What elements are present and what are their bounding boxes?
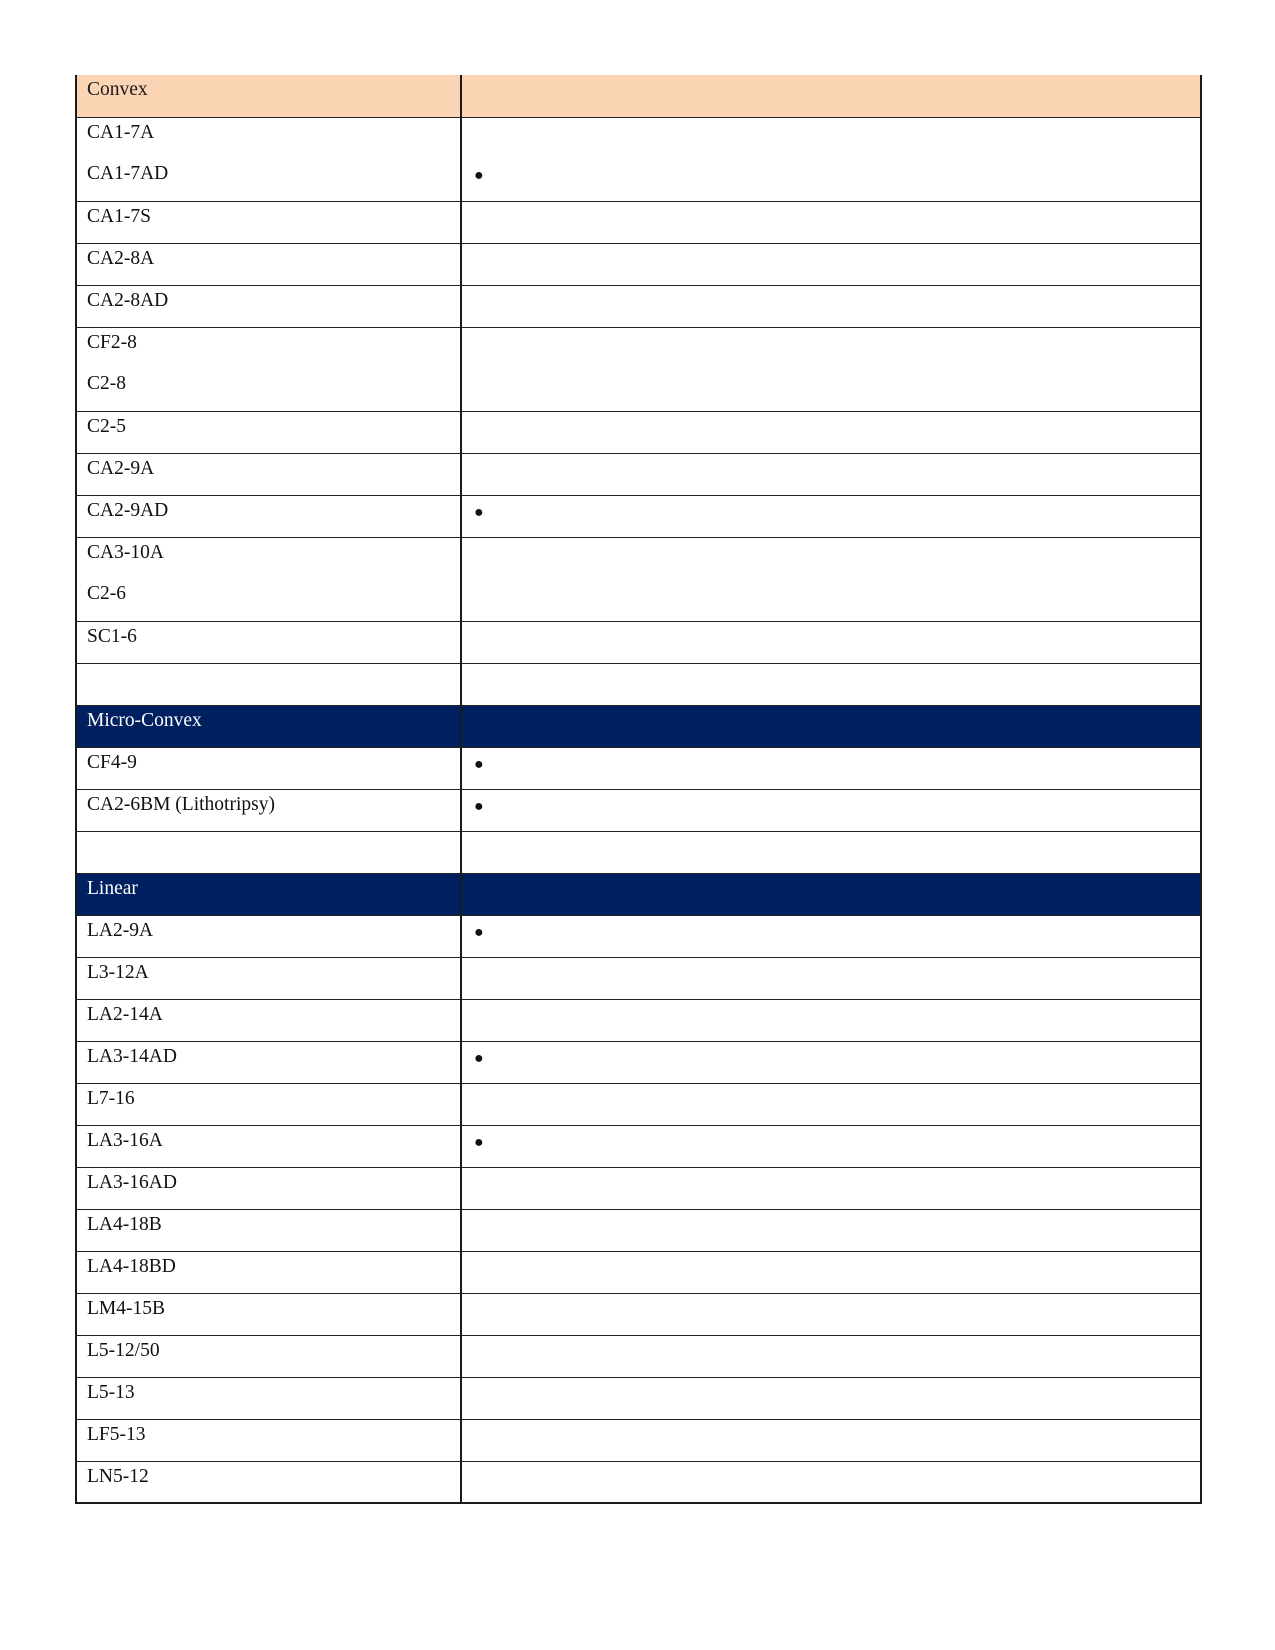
table-row — [76, 1293, 1201, 1335]
bullet-mark — [472, 328, 1200, 337]
compat-cell — [461, 537, 1201, 579]
compat-cell — [461, 789, 1201, 831]
table-row — [76, 789, 1201, 831]
section-header-linear — [76, 873, 1201, 915]
compat-cell — [461, 495, 1201, 537]
probe-name: L5-13 — [76, 1377, 461, 1419]
table-row — [76, 1167, 1201, 1209]
table-row — [76, 369, 1201, 411]
table-row — [76, 621, 1201, 663]
table-row — [76, 1461, 1201, 1503]
probe-name: L5-12/50 — [76, 1335, 461, 1377]
compat-cell — [461, 1041, 1201, 1083]
probe-name: LF5-13 — [76, 1419, 461, 1461]
section-header-blank — [461, 75, 1201, 117]
table-row — [76, 915, 1201, 957]
table-row — [76, 1125, 1201, 1167]
table-row — [76, 495, 1201, 537]
compat-cell — [461, 1293, 1201, 1335]
compat-cell — [461, 117, 1201, 159]
table-row — [76, 285, 1201, 327]
table-row — [76, 1083, 1201, 1125]
table-row — [76, 453, 1201, 495]
spacer-row — [76, 831, 1201, 873]
compat-cell — [461, 1377, 1201, 1419]
spacer-cell — [76, 831, 461, 873]
compat-cell — [461, 747, 1201, 789]
probe-name: CA1-7AD — [76, 159, 461, 201]
probe-name: LA2-14A — [76, 999, 461, 1041]
table-row — [76, 1251, 1201, 1293]
probe-name: CF2-8 — [76, 327, 461, 369]
section-header-convex — [76, 75, 1201, 117]
table-row — [76, 327, 1201, 369]
bullet-mark: ● — [474, 503, 484, 521]
compat-cell — [461, 1167, 1201, 1209]
compat-cell — [461, 915, 1201, 957]
table-row — [76, 1209, 1201, 1251]
bullet-mark — [472, 1252, 1200, 1261]
compat-cell — [461, 1251, 1201, 1293]
probe-name: CA1-7S — [76, 201, 461, 243]
bullet-mark — [472, 244, 1200, 253]
probe-name: CA3-10A — [76, 537, 461, 579]
spacer-row — [76, 663, 1201, 705]
spacer-cell — [461, 663, 1201, 705]
compat-cell — [461, 1125, 1201, 1167]
probe-name: LA3-16AD — [76, 1167, 461, 1209]
compat-cell — [461, 1335, 1201, 1377]
bullet-mark — [472, 1420, 1200, 1429]
probe-name: CA2-9AD — [76, 495, 461, 537]
compat-cell — [461, 369, 1201, 411]
bullet-mark — [472, 412, 1200, 421]
probe-name: C2-6 — [76, 579, 461, 621]
bullet-mark — [472, 622, 1200, 631]
probe-name: LA2-9A — [76, 915, 461, 957]
compat-cell — [461, 1083, 1201, 1125]
compat-cell — [461, 327, 1201, 369]
section-title: Micro-Convex — [76, 705, 461, 747]
bullet-mark — [472, 1294, 1200, 1303]
probe-name: LA4-18BD — [76, 1251, 461, 1293]
probe-name: CA2-6BM (Lithotripsy) — [76, 789, 461, 831]
bullet-mark — [472, 118, 1200, 127]
bullet-mark — [472, 369, 1200, 378]
compat-cell — [461, 1209, 1201, 1251]
probe-name: CF4-9 — [76, 747, 461, 789]
table-row — [76, 957, 1201, 999]
bullet-mark: ● — [474, 167, 484, 184]
table-row — [76, 1377, 1201, 1419]
compat-cell — [461, 453, 1201, 495]
probe-name: CA1-7A — [76, 117, 461, 159]
probe-name: SC1-6 — [76, 621, 461, 663]
spacer-cell — [76, 663, 461, 705]
table-row — [76, 117, 1201, 159]
section-header-blank — [461, 705, 1201, 747]
table-row — [76, 159, 1201, 201]
table-row — [76, 537, 1201, 579]
compat-cell — [461, 1461, 1201, 1503]
probe-name: L7-16 — [76, 1083, 461, 1125]
section-title: Linear — [76, 873, 461, 915]
section-header-micro-convex — [76, 705, 1201, 747]
compat-cell — [461, 411, 1201, 453]
table-row — [76, 201, 1201, 243]
compat-cell — [461, 159, 1201, 201]
bullet-mark — [472, 202, 1200, 211]
bullet-mark — [472, 1210, 1200, 1219]
probe-name: LN5-12 — [76, 1461, 461, 1503]
compat-cell — [461, 285, 1201, 327]
table-row — [76, 579, 1201, 621]
spacer-cell — [461, 831, 1201, 873]
bullet-mark — [472, 958, 1200, 967]
compat-cell — [461, 999, 1201, 1041]
probe-name: CA2-8AD — [76, 285, 461, 327]
bullet-mark — [472, 454, 1200, 463]
bullet-mark: ● — [474, 1133, 484, 1151]
section-header-blank — [461, 873, 1201, 915]
table-row — [76, 243, 1201, 285]
bullet-mark — [472, 1000, 1200, 1009]
probe-name: CA2-9A — [76, 453, 461, 495]
probe-name: L3-12A — [76, 957, 461, 999]
compat-cell — [461, 1419, 1201, 1461]
compat-cell — [461, 243, 1201, 285]
bullet-mark — [472, 1462, 1200, 1471]
section-title: Convex — [76, 75, 461, 117]
probe-name: LM4-15B — [76, 1293, 461, 1335]
compat-cell — [461, 579, 1201, 621]
probe-name: C2-5 — [76, 411, 461, 453]
bullet-mark — [472, 579, 1200, 588]
bullet-mark — [472, 1378, 1200, 1387]
table-row — [76, 1041, 1201, 1083]
compat-cell — [461, 201, 1201, 243]
bullet-mark — [472, 538, 1200, 547]
compat-cell — [461, 621, 1201, 663]
bullet-mark: ● — [474, 797, 484, 815]
compat-cell — [461, 957, 1201, 999]
table-row — [76, 411, 1201, 453]
probe-name: LA4-18B — [76, 1209, 461, 1251]
table-row — [76, 999, 1201, 1041]
probe-name: C2-8 — [76, 369, 461, 411]
bullet-mark — [472, 286, 1200, 295]
probe-name: CA2-8A — [76, 243, 461, 285]
table-row — [76, 1335, 1201, 1377]
bullet-mark — [472, 1168, 1200, 1177]
bullet-mark — [472, 1336, 1200, 1345]
probe-name: LA3-14AD — [76, 1041, 461, 1083]
bullet-mark: ● — [474, 923, 484, 941]
probe-name: LA3-16A — [76, 1125, 461, 1167]
bullet-mark: ● — [474, 755, 484, 773]
bullet-mark: ● — [474, 1049, 484, 1067]
bullet-mark — [472, 1084, 1200, 1093]
table-row — [76, 747, 1201, 789]
table-row — [76, 1419, 1201, 1461]
probe-compatibility-table — [75, 75, 1202, 1504]
